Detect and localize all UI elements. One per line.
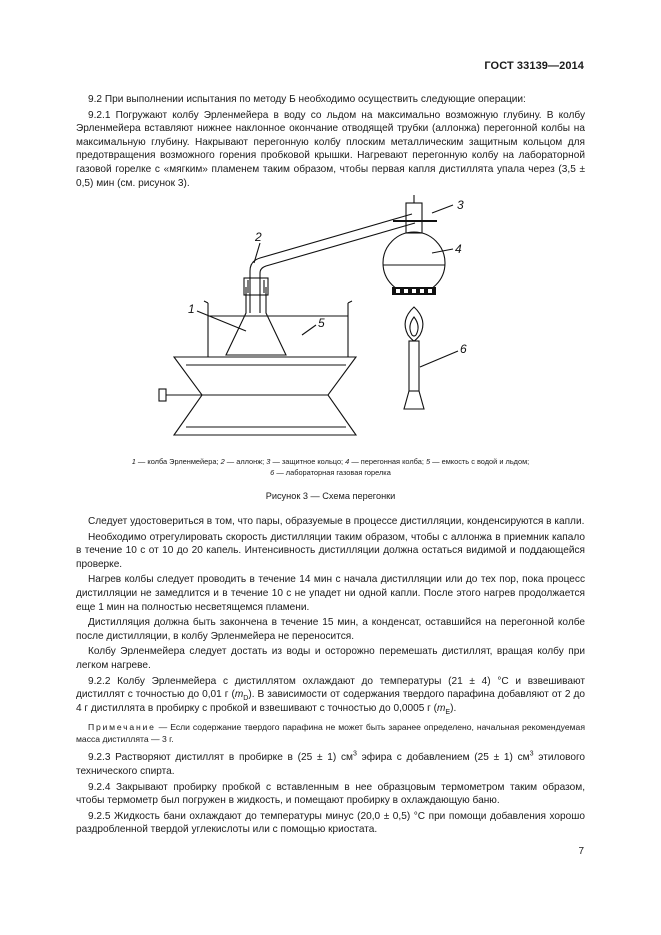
paragraph-9-2: 9.2 При выполнении испытания по методу Б необходимо осуществить следующие операции: bbox=[88, 94, 526, 105]
callout-1: 1 bbox=[188, 302, 195, 316]
legend-num-1: 1 bbox=[131, 457, 136, 466]
p923-text-c: этилового технического спирта. bbox=[76, 752, 586, 777]
legend-num-4: 4 bbox=[345, 457, 350, 466]
paragraph-mixing: Колбу Эрленмейера следует достать из воды и осторожно перемешать дистиллят, вращая колбу при легком нагреве. bbox=[76, 646, 585, 671]
gas-burner bbox=[409, 341, 419, 391]
procedure-section bbox=[76, 515, 585, 837]
legend-line-1 bbox=[76, 456, 585, 467]
paragraph-rate: Необходимо отрегулировать скорость дистилляции таким образом, чтобы с аллонжа в приемник капало в течение 10 с от 10 до 20 капель. Интенсивность дистилляции должна остаться видимой и поддающейся проверке. bbox=[76, 531, 585, 570]
callout-5: 5 bbox=[318, 316, 325, 330]
mass-subscript-d: D bbox=[243, 695, 249, 703]
callout-3: 3 bbox=[457, 198, 464, 212]
paragraph-9-2-4: 9.2.4 Закрывают пробирку пробкой с вставленным в нее образцовым термометром таким образом, чтобы термометр был погружен в жидкость, и помещают пробирку в охлаждающую баню. bbox=[76, 781, 585, 807]
p923-sup-1: 3 bbox=[352, 750, 357, 758]
erlenmeyer-flask bbox=[226, 287, 286, 355]
paragraph-completion: Дистилляция должна быть закончена в течение 15 мин, а конденсат, оставшийся на перегонной колбе после дистилляции, в колбу Эрленмейера не переносится. bbox=[76, 617, 585, 642]
paragraph-heating: Нагрев колбы следует проводить в течение 14 мин с начала дистилляции или до тех пор, пока процесс дистилляции не замедлится и в течение 10 с не упадет ни одной капли. После этого нагрев продолжается еще 1 мин на полностью несветящемся пламени. bbox=[76, 574, 585, 613]
paragraph-9-2-2 bbox=[76, 675, 585, 716]
legend-text-4: — перегонная колба; bbox=[349, 457, 426, 466]
p922-text-a: 9.2.2 Колбу Эрленмейера с дистиллятом охлаждают до температуры (21 ± 4) °С и взвешивают дистиллят с точностью до 0,01 г ( bbox=[76, 675, 585, 701]
stand-top bbox=[174, 357, 356, 395]
burner-base bbox=[404, 391, 424, 409]
paragraph-9-2-3 bbox=[76, 751, 585, 778]
callout-6: 6 bbox=[460, 342, 467, 356]
legend-num-5: 5 bbox=[425, 457, 431, 466]
document-code: ГОСТ 33139—2014 bbox=[484, 60, 584, 72]
legend-num-6: 6 bbox=[270, 468, 275, 477]
p922-text-b: ). В зависимости от содержания твердого парафина добавляют от 2 до 4 г дистиллята в пробирку с пробкой и взвешивают с точностью до 0,0005 г ( bbox=[76, 689, 585, 714]
figure-caption: Рисунок 3 — Схема перегонки bbox=[265, 491, 396, 501]
legend-line-2 bbox=[76, 467, 585, 478]
distillation-diagram bbox=[150, 195, 490, 451]
legend-text-2: — аллонж; bbox=[224, 457, 267, 466]
adapter-tube-inner bbox=[260, 223, 415, 313]
legend-text-1: — колба Эрленмейера; bbox=[135, 457, 221, 466]
mass-symbol-e: m bbox=[437, 702, 446, 714]
legend-num-2: 2 bbox=[220, 457, 225, 466]
flame-inner bbox=[410, 317, 418, 336]
mass-subscript-e: E bbox=[445, 708, 451, 716]
flask-neck bbox=[406, 203, 422, 233]
distillation-diagram-svg bbox=[150, 195, 490, 451]
paragraph-9-2-1: 9.2.1 Погружают колбу Эрленмейера в воду со льдом на максимально возможную глубину. В колбу Эрленмейера вставляют нижнее наклонное окончание отводящей трубки (аллонжа) перегонной колбы на максимальную глубину. Накрывают перегонную колбу плоским металлическим защитным кольцом для предотвращения возможного горения пробковой крышки. Нагревают перегонную колбу на лабораторной газовой горелке с «мягким» пламенем таким образом, чтобы первая капля дистиллята упала через (3,5 ± 0,5) мин (см. рисунок 3). bbox=[76, 109, 585, 189]
legend-text-6: — лабораторная газовая горелка bbox=[274, 468, 391, 477]
p923-sup-2: 3 bbox=[529, 750, 534, 758]
callout-4: 4 bbox=[455, 242, 462, 256]
note-text: — Если содержание твердого парафина не может быть заранее определено, начальная рекомендуемая масса дистиллята — 3 г. bbox=[76, 722, 585, 745]
paragraph-condensation: Следует удостовериться в том, что пары, образуемые в процессе дистилляции, конденсируются в капли. bbox=[88, 516, 585, 527]
legend-num-3: 3 bbox=[266, 457, 271, 466]
note-paraffin bbox=[76, 721, 585, 745]
legend-text-3: — защитное кольцо; bbox=[270, 457, 346, 466]
note-label: Примечание bbox=[88, 722, 156, 733]
page-number: 7 bbox=[578, 846, 584, 857]
figure-legend bbox=[76, 456, 585, 478]
p923-text-b: эфира с добавлением (25 ± 1) см bbox=[356, 752, 530, 764]
mass-symbol-d: m bbox=[234, 689, 244, 701]
paragraph-9-2-5: 9.2.5 Жидкость бани охлаждают до температуры минус (20,0 ± 0,5) °С при помощи добавления хорошо раздробленной твердой углекислоты или с помощью криостата. bbox=[76, 810, 585, 836]
p923-text-a: 9.2.3 Растворяют дистиллят в пробирке в (25 ± 1) см bbox=[88, 752, 353, 764]
stand-bottom bbox=[174, 395, 356, 435]
p922-text-c: ). bbox=[450, 702, 457, 714]
distillation-flask bbox=[383, 232, 445, 294]
callout-2: 2 bbox=[255, 230, 262, 244]
container-rim bbox=[204, 301, 352, 303]
legend-text-5: — емкость с водой и льдом; bbox=[430, 457, 530, 466]
intro-section bbox=[76, 93, 585, 190]
